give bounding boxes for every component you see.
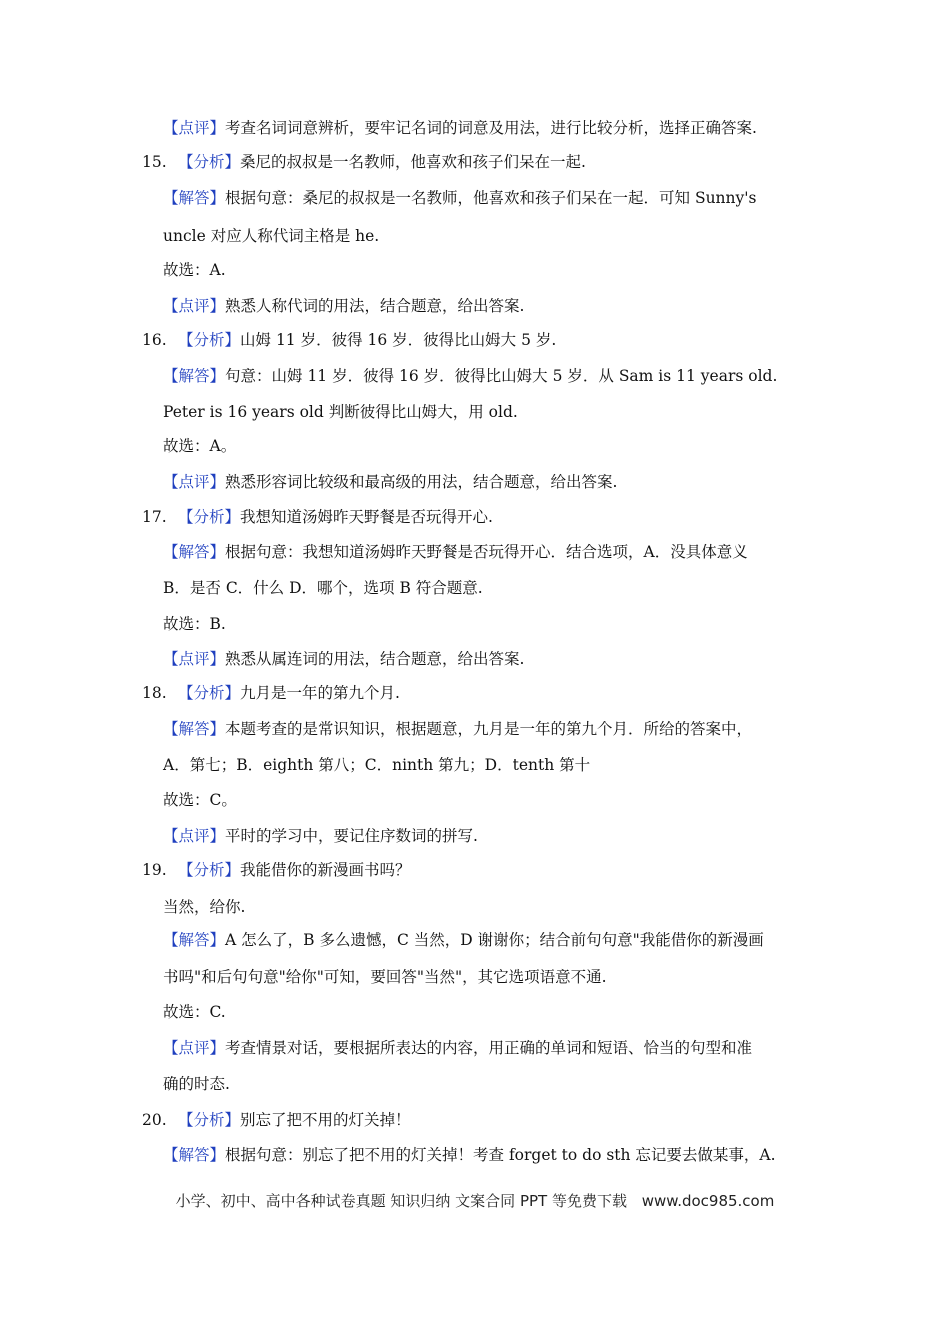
question-number: 15. bbox=[142, 153, 167, 171]
question-number: 16. bbox=[142, 331, 167, 349]
section-tag: 【点评】 bbox=[163, 650, 226, 668]
line-text: 别忘了把不用的灯关掉！ bbox=[240, 1111, 411, 1129]
line-text: 故选：A。 bbox=[163, 437, 237, 455]
text-line bbox=[163, 1073, 230, 1095]
section-tag: 【解答】 bbox=[163, 543, 226, 561]
text-line bbox=[163, 929, 764, 951]
line-text: 我能借你的新漫画书吗？ bbox=[240, 861, 411, 879]
text-line bbox=[163, 295, 524, 317]
line-text: 山姆 11 岁．彼得 16 岁．彼得比山姆大 5 岁. bbox=[240, 331, 557, 349]
line-text: 根据句意：我想知道汤姆昨天野餐是否玩得开心．结合选项，A．没具体意义 bbox=[225, 543, 748, 561]
line-text: 故选：C。 bbox=[163, 791, 237, 809]
line-text: 根据句意：别忘了把不用的灯关掉！考查 forget to do sth 忘记要去做某事，A. bbox=[225, 1146, 776, 1164]
section-tag: 【分析】 bbox=[178, 153, 241, 171]
line-text: 考查情景对话，要根据所表达的内容，用正确的单词和短语、恰当的句型和准 bbox=[225, 1039, 753, 1057]
footer-url: www.doc985.com bbox=[641, 1192, 775, 1210]
question-number: 17. bbox=[142, 508, 167, 526]
section-tag: 【点评】 bbox=[163, 297, 226, 315]
text-line bbox=[163, 1037, 752, 1059]
question-line bbox=[142, 329, 556, 351]
question-number: 20. bbox=[142, 1111, 167, 1129]
line-text: 熟悉形容词比较级和最高级的用法，结合题意，给出答案. bbox=[225, 473, 618, 491]
line-text: 确的时态. bbox=[163, 1075, 230, 1093]
line-text: B．是否 C．什么 D．哪个，选项 B 符合题意. bbox=[163, 579, 483, 597]
line-text: 熟悉从属连词的用法，结合题意，给出答案. bbox=[225, 650, 525, 668]
line-text: A 怎么了，B 多么遗憾，C 当然，D 谢谢你；结合前句句意"我能借你的新漫画 bbox=[225, 931, 764, 949]
text-line bbox=[163, 966, 607, 988]
question-line bbox=[142, 682, 400, 704]
text-line bbox=[163, 259, 226, 281]
line-text: 当然，给你. bbox=[163, 898, 246, 916]
question-number: 19. bbox=[142, 861, 167, 879]
text-line bbox=[163, 365, 777, 387]
line-text: A．第七；B．eighth 第八；C．ninth 第九；D．tenth 第十 bbox=[163, 756, 591, 774]
text-line bbox=[163, 435, 236, 457]
text-line bbox=[163, 789, 237, 811]
text-line bbox=[163, 187, 756, 209]
line-text: 考查名词词意辨析，要牢记名词的词意及用法，进行比较分析，选择正确答案. bbox=[225, 119, 757, 137]
line-text: 平时的学习中，要记住序数词的拼写. bbox=[225, 827, 478, 845]
section-tag: 【分析】 bbox=[178, 1111, 241, 1129]
text-line bbox=[163, 648, 524, 670]
text-line bbox=[163, 754, 590, 776]
text-line bbox=[163, 401, 518, 423]
question-line bbox=[142, 1109, 411, 1131]
text-line bbox=[163, 825, 478, 847]
text-line bbox=[163, 471, 617, 493]
section-tag: 【分析】 bbox=[178, 331, 241, 349]
section-tag: 【解答】 bbox=[163, 367, 226, 385]
text-line bbox=[163, 1001, 226, 1023]
line-text: 九月是一年的第九个月. bbox=[240, 684, 400, 702]
question-line bbox=[142, 506, 493, 528]
question-line bbox=[142, 151, 586, 173]
footer-text: 小学、初中、高中各种试卷真题 知识归纳 文案合同 PPT 等免费下载 bbox=[175, 1192, 627, 1210]
section-tag: 【解答】 bbox=[163, 720, 226, 738]
text-line bbox=[163, 896, 245, 918]
text-line bbox=[163, 117, 757, 139]
line-text: 我想知道汤姆昨天野餐是否玩得开心. bbox=[240, 508, 493, 526]
line-text: 故选：A. bbox=[163, 261, 226, 279]
section-tag: 【点评】 bbox=[163, 827, 226, 845]
text-line bbox=[163, 577, 483, 599]
line-text: 书吗"和后句句意"给你"可知，要回答"当然"，其它选项语意不通. bbox=[163, 968, 607, 986]
line-text: 句意：山姆 11 岁．彼得 16 岁．彼得比山姆大 5 岁．从 Sam is 11 years old. bbox=[225, 367, 778, 385]
line-text: 故选：C. bbox=[163, 1003, 226, 1021]
section-tag: 【分析】 bbox=[178, 861, 241, 879]
text-line bbox=[163, 225, 379, 247]
question-number: 18. bbox=[142, 684, 167, 702]
text-line bbox=[163, 1144, 776, 1166]
line-text: 根据句意：桑尼的叔叔是一名教师，他喜欢和孩子们呆在一起．可知 Sunny's bbox=[225, 189, 757, 207]
page-footer bbox=[0, 1190, 950, 1211]
section-tag: 【解答】 bbox=[163, 931, 226, 949]
text-line bbox=[163, 613, 226, 635]
section-tag: 【分析】 bbox=[178, 684, 241, 702]
line-text: uncle 对应人称代词主格是 he. bbox=[163, 227, 380, 245]
line-text: 桑尼的叔叔是一名教师，他喜欢和孩子们呆在一起. bbox=[240, 153, 586, 171]
line-text: Peter is 16 years old 判断彼得比山姆大，用 old. bbox=[163, 403, 518, 421]
text-line bbox=[163, 541, 748, 563]
text-line bbox=[163, 718, 752, 740]
line-text: 本题考查的是常识知识，根据题意，九月是一年的第九个月．所给的答案中， bbox=[225, 720, 753, 738]
section-tag: 【点评】 bbox=[163, 473, 226, 491]
line-text: 熟悉人称代词的用法，结合题意，给出答案. bbox=[225, 297, 525, 315]
section-tag: 【分析】 bbox=[178, 508, 241, 526]
question-line bbox=[142, 859, 411, 881]
section-tag: 【点评】 bbox=[163, 119, 226, 137]
section-tag: 【解答】 bbox=[163, 189, 226, 207]
section-tag: 【解答】 bbox=[163, 1146, 226, 1164]
section-tag: 【点评】 bbox=[163, 1039, 226, 1057]
line-text: 故选：B. bbox=[163, 615, 226, 633]
